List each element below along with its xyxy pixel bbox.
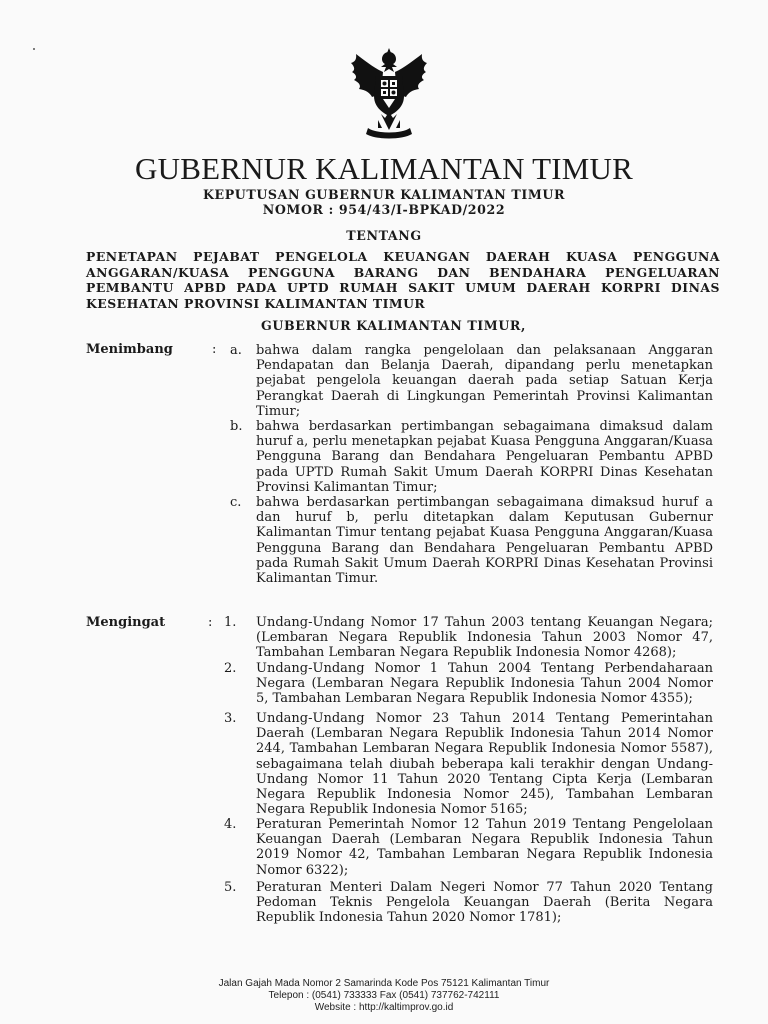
footer-address: Jalan Gajah Mada Nomor 2 Samarinda Kode Pos 75121 Kalimantan Timur [218, 978, 550, 989]
menimbang-label: Menimbang [86, 342, 173, 357]
mengingat-mark-1: 1. [224, 615, 237, 630]
menimbang-colon: : [212, 342, 217, 357]
menimbang-item-a: bahwa dalam rangka pengelolaan dan pelaksanaan Anggaran Pendapatan dan Belanja Daerah, dipandang perlu menetapkan pejabat pengelola keuangan daerah pada setiap Satuan Kerja Perangkat Daerah di Lingkungan Pemerintah Provinsi Kalimantan Timur; [256, 343, 713, 419]
mengingat-mark-2: 2. [224, 661, 237, 676]
mengingat-item-1: Undang-Undang Nomor 17 Tahun 2003 tentang Keuangan Negara; (Lembaran Negara Republik Indonesia Tahun 2003 Nomor 47, Tambahan Lembaran Negara Republik Indonesia Nomor 4268); [256, 615, 713, 661]
mengingat-item-2: Undang-Undang Nomor 1 Tahun 2004 Tentang Perbendaharaan Negara (Lembaran Negara Republik Indonesia Tahun 2004 Nomor 5, Tambahan Lembaran Negara Republik Indonesia Nomor 4355); [256, 661, 713, 707]
menimbang-mark-a: a. [230, 343, 242, 358]
mengingat-label: Mengingat [86, 615, 166, 630]
menimbang-mark-c: c. [230, 495, 242, 510]
governor-title: GUBERNUR KALIMANTAN TIMUR [135, 151, 633, 186]
menimbang-mark-b: b. [230, 419, 243, 434]
letterhead-footer [0, 978, 768, 1014]
mengingat-mark-3: 3. [224, 711, 237, 726]
mengingat-colon: : [208, 615, 213, 630]
garuda-emblem-icon [348, 48, 430, 146]
scan-speck [33, 48, 35, 50]
decree-number: NOMOR : 954/43/I-BPKAD/2022 [262, 202, 506, 217]
menimbang-item-b: bahwa berdasarkan pertimbangan sebagaimana dimaksud dalam huruf a, perlu menetapkan pejabat Kuasa Pengguna Anggaran/Kuasa Pengguna Barang dan Bendahara Pengeluaran Pembantu APBD pada UPTD Rumah Sakit Umum Daerah KORPRI Dinas Kesehatan Provinsi Kalimantan Timur; [256, 419, 713, 495]
decree-title: KEPUTUSAN GUBERNUR KALIMANTAN TIMUR [202, 187, 566, 202]
footer-website: Website : http://kaltimprov.go.id [314, 1002, 454, 1013]
mengingat-mark-5: 5. [224, 880, 237, 895]
mengingat-mark-4: 4. [224, 817, 237, 832]
tentang-heading: TENTANG [346, 228, 422, 243]
footer-phone: Telepon : (0541) 733333 Fax (0541) 737762-742111 [268, 990, 500, 1001]
menimbang-item-c: bahwa berdasarkan pertimbangan sebagaimana dimaksud huruf a dan huruf b, perlu ditetapkan dalam Keputusan Gubernur Kalimantan Timur tentang pejabat Kuasa Pengguna Anggaran/Kuasa Pengguna Barang dan Bendahara Pengeluaran Pembantu APBD pada Rumah Sakit Umum Daerah KORPRI Dinas Kesehatan Provinsi Kalimantan Timur. [256, 495, 713, 587]
decree-subject: PENETAPAN PEJABAT PENGELOLA KEUANGAN DAERAH KUASA PENGGUNA ANGGARAN/KUASA PENGGUNA BARANG DAN BENDAHARA PENGELUARAN PEMBANTU APBD PADA UPTD RUMAH SAKIT UMUM DAERAH KORPRI DINAS KESEHATAN PROVINSI KALIMANTAN TIMUR [86, 249, 720, 311]
governor-name: GUBERNUR KALIMANTAN TIMUR, [261, 318, 526, 333]
mengingat-item-5: Peraturan Menteri Dalam Negeri Nomor 77 Tahun 2020 Tentang Pedoman Teknis Pengelola Keuangan Daerah (Berita Negara Republik Indonesia Tahun 2020 Nomor 1781); [256, 880, 713, 926]
mengingat-item-4: Peraturan Pemerintah Nomor 12 Tahun 2019 Tentang Pengelolaan Keuangan Daerah (Lembaran Negara Republik Indonesia Tahun 2019 Nomor 42, Tambahan Lembaran Negara Republik Indonesia Nomor 6322); [256, 817, 713, 878]
mengingat-item-3: Undang-Undang Nomor 23 Tahun 2014 Tentang Pemerintahan Daerah (Lembaran Negara Republik Indonesia Tahun 2014 Nomor 244, Tambahan Lembaran Negara Republik Indonesia Nomor 5587), sebagaimana telah diubah beberapa kali terakhir dengan Undang-Undang Nomor 11 Tahun 2020 Tentang Cipta Kerja (Lembaran Negara Republik Indonesia Nomor 245), Tambahan Lembaran Negara Republik Indonesia Nomor 5165; [256, 711, 713, 818]
